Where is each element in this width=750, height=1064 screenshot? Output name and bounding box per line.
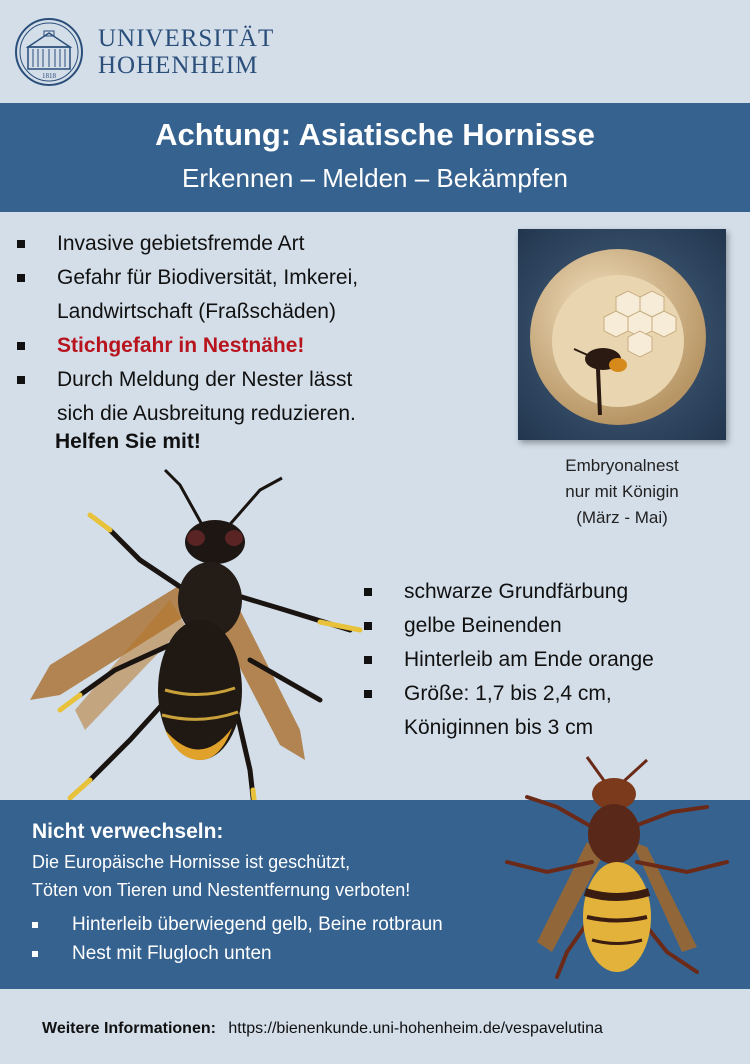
footer-link[interactable]: https://bienenkunde.uni-hohenheim.de/vespavelutina	[228, 1020, 603, 1037]
university-name-line2: HOHENHEIM	[98, 52, 259, 79]
asian-hornet-image	[20, 460, 365, 820]
confusion-text-line1: Die Europäische Hornisse ist geschützt,	[32, 852, 351, 872]
confusion-text-line2: Töten von Tieren und Nestentfernung verboten!	[32, 880, 411, 900]
university-name	[98, 25, 274, 79]
list-item: Größe: 1,7 bis 2,4 cm, Königinnen bis 3 cm	[364, 677, 744, 745]
page-subtitle: Erkennen – Melden – Bekämpfen	[182, 163, 568, 193]
bullet-icon	[32, 951, 38, 957]
bullet-icon	[17, 342, 25, 350]
list-item: gelbe Beinenden	[364, 609, 744, 643]
bullet-icon	[364, 690, 372, 698]
list-item: schwarze Grundfärbung	[364, 575, 744, 609]
bullet-icon	[364, 622, 372, 630]
nest-photo	[518, 229, 726, 440]
bullet-icon	[364, 588, 372, 596]
help-callout: Helfen Sie mit!	[55, 430, 201, 453]
footer	[42, 1020, 603, 1038]
list-item: Hinterleib überwiegend gelb, Beine rotbraun	[32, 910, 572, 939]
list-item: Nest mit Flugloch unten	[32, 939, 572, 968]
title-banner	[0, 103, 750, 212]
bullet-icon	[17, 240, 25, 248]
facts-list	[17, 227, 487, 431]
list-item: Gefahr für Biodiversität, Imkerei, Landwirtschaft (Fraßschäden)	[17, 261, 487, 329]
list-item: Invasive gebietsfremde Art	[17, 227, 487, 261]
bullet-icon	[17, 376, 25, 384]
logo-year: 1818	[42, 72, 56, 80]
features-list	[364, 575, 744, 745]
footer-label: Weitere Informationen:	[42, 1020, 216, 1037]
confusion-list	[32, 910, 572, 968]
nest-caption: Embryonalnest nur mit Königin (März - Mai)	[565, 456, 679, 527]
university-logo	[14, 17, 84, 87]
list-item-warning: Stichgefahr in Nestnähe!	[17, 329, 487, 363]
list-item: Durch Meldung der Nester lässt sich die Ausbreitung reduzieren.	[17, 363, 487, 431]
list-item: Hinterleib am Ende orange	[364, 643, 744, 677]
bullet-icon	[17, 274, 25, 282]
confusion-heading: Nicht verwechseln:	[32, 820, 224, 843]
bullet-icon	[364, 656, 372, 664]
bullet-icon	[32, 922, 38, 928]
european-hornet-image	[497, 752, 737, 982]
university-name-line1: UNIVERSITÄT	[98, 25, 275, 52]
page-title: Achtung: Asiatische Hornisse	[155, 117, 595, 152]
